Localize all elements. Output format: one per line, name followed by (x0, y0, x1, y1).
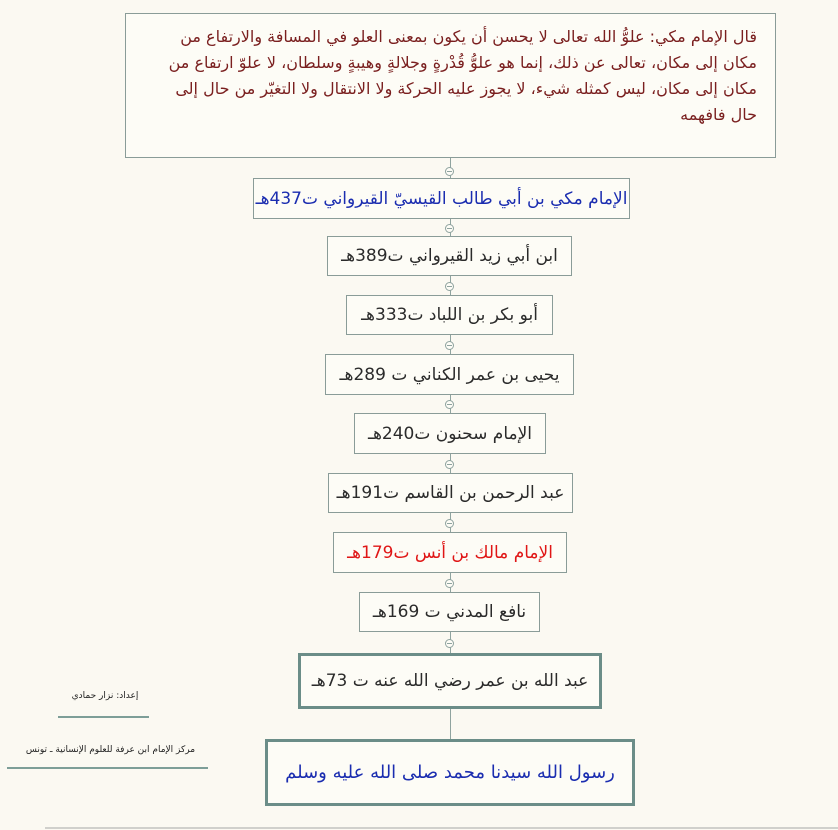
author-underline (58, 716, 149, 718)
collapse-toggle-icon[interactable] (445, 519, 454, 528)
chain-node-makki[interactable] (253, 178, 630, 219)
chain-node-label: عبد الرحمن بن القاسم ت191هـ (336, 483, 565, 503)
collapse-toggle-icon[interactable] (445, 282, 454, 291)
collapse-toggle-icon[interactable] (445, 400, 454, 409)
collapse-toggle-icon[interactable] (445, 167, 454, 176)
collapse-toggle-icon[interactable] (445, 460, 454, 469)
connector-line (450, 709, 451, 739)
chain-node-label: يحيى بن عمر الكناني ت 289هـ (339, 364, 560, 385)
chain-node-ibn-al-qasim[interactable] (328, 473, 573, 513)
quote-text: قال الإمام مكي: علوُّ الله تعالى لا يحسن أن يكون بمعنى العلو في المسافة والارتفاع من مكان إلى مكان، تعالى عن ذلك، إنما هو علوُّ قُدْرةٍ وجلالةٍ وهيبةٍ وسلطان، لا علوّ ارتفاع من مكان إلى مكان، ليس كمثله شيء، لا يجوز عليه الحركة ولا الانتقال ولا التغيّر من حال إلى حال فافهمه (168, 27, 757, 124)
chain-node-ibn-al-labbad[interactable] (346, 295, 553, 335)
center-underline (7, 767, 208, 769)
chain-node-label: عبد الله بن عمر رضي الله عنه ت 73هـ (311, 671, 589, 691)
collapse-toggle-icon[interactable] (445, 341, 454, 350)
author-credit: إعداد: نزار حمادي (71, 691, 139, 701)
chain-node-label: ابن أبي زيد القيرواني ت389هـ (341, 246, 558, 266)
chain-node-label: الإمام مكي بن أبي طالب القيسيّ القيرواني ت437هـ (255, 188, 628, 209)
chain-node-label: رسول الله سيدنا محمد صلى الله عليه وسلم (285, 762, 615, 783)
chain-node-sahnun[interactable] (354, 413, 546, 454)
page-bottom-divider (45, 827, 838, 829)
collapse-toggle-icon[interactable] (445, 224, 454, 233)
collapse-toggle-icon[interactable] (445, 639, 454, 648)
chain-node-malik[interactable] (333, 532, 567, 573)
chain-node-ibn-abi-zayd[interactable] (327, 236, 572, 276)
chain-node-yahya-ibn-umar[interactable] (325, 354, 574, 395)
chain-node-label: نافع المدني ت 169هـ (372, 602, 527, 622)
collapse-toggle-icon[interactable] (445, 579, 454, 588)
chain-node-nafi[interactable] (359, 592, 540, 632)
chain-node-label: الإمام سحنون ت240هـ (367, 423, 533, 444)
chain-node-label: أبو بكر بن اللباد ت333هـ (361, 305, 538, 325)
center-credit: مركز الإمام ابن عرفة للعلوم الإنسانية ـ تونس (25, 745, 196, 755)
chain-node-prophet[interactable] (265, 739, 635, 806)
quote-box (125, 13, 776, 158)
chain-node-ibn-umar[interactable] (298, 653, 602, 709)
chain-node-label: الإمام مالك بن أنس ت179هـ (347, 542, 553, 563)
